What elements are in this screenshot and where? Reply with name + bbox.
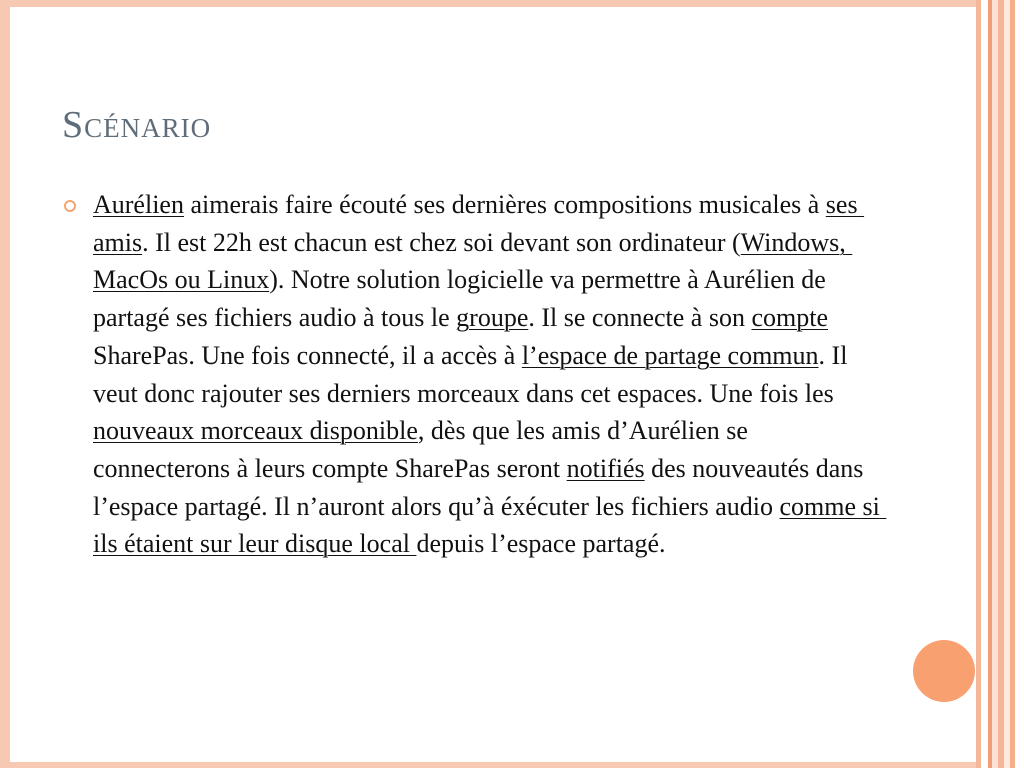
slide-body-paragraph xyxy=(93,186,887,563)
text-segment: ). Notre solution logicielle va permettre à Aurélien de partagé ses fichiers audio à tous le xyxy=(93,265,833,333)
text-segment-underlined: Aurélien xyxy=(93,190,184,219)
text-segment-underlined: nouveaux morceaux disponible xyxy=(93,416,418,446)
text-segment-underlined: ses amis xyxy=(93,190,865,257)
decorative-circle xyxy=(913,640,975,702)
text-segment-underlined: comme si ils étaient sur leur disque local xyxy=(93,491,887,559)
text-segment: SharePas. Une fois connecté, il a accès à xyxy=(93,303,835,370)
slide-border-bottom xyxy=(0,762,978,768)
text-segment: , dès que les amis d’Aurélien se connecterons à leurs compte SharePas seront xyxy=(93,416,755,483)
text-segment: aimerais faire écouté ses dernières compositions musicales à xyxy=(183,190,826,219)
decorative-stripe xyxy=(1015,0,1024,768)
text-segment: . Il veut donc rajouter ses derniers morceaux dans cet espaces. Une fois les xyxy=(93,340,854,408)
text-segment: . Il se connecte à son xyxy=(528,303,752,333)
decorative-stripe xyxy=(981,0,988,768)
text-segment-underlined: groupe xyxy=(456,303,529,333)
text-segment-underlined: compte xyxy=(751,303,828,333)
slide-border-top xyxy=(0,0,978,7)
slide-border-left xyxy=(0,0,10,768)
text-segment: . Il est 22h est chacun est chez soi devant son ordinateur ( xyxy=(142,227,741,257)
text-segment-underlined: Windows, MacOs ou Linux xyxy=(93,227,853,295)
bullet-icon xyxy=(64,200,76,212)
slide-title: Scénario xyxy=(62,104,212,146)
text-segment: des nouveautés dans l’espace partagé. Il n’auront alors qu’à éxécuter les fichiers audio xyxy=(93,453,870,521)
text-segment-underlined: notifiés xyxy=(566,453,645,483)
text-segment: depuis l’espace partagé. xyxy=(416,529,666,559)
text-segment-underlined: l’espace de partage commun xyxy=(521,340,819,370)
